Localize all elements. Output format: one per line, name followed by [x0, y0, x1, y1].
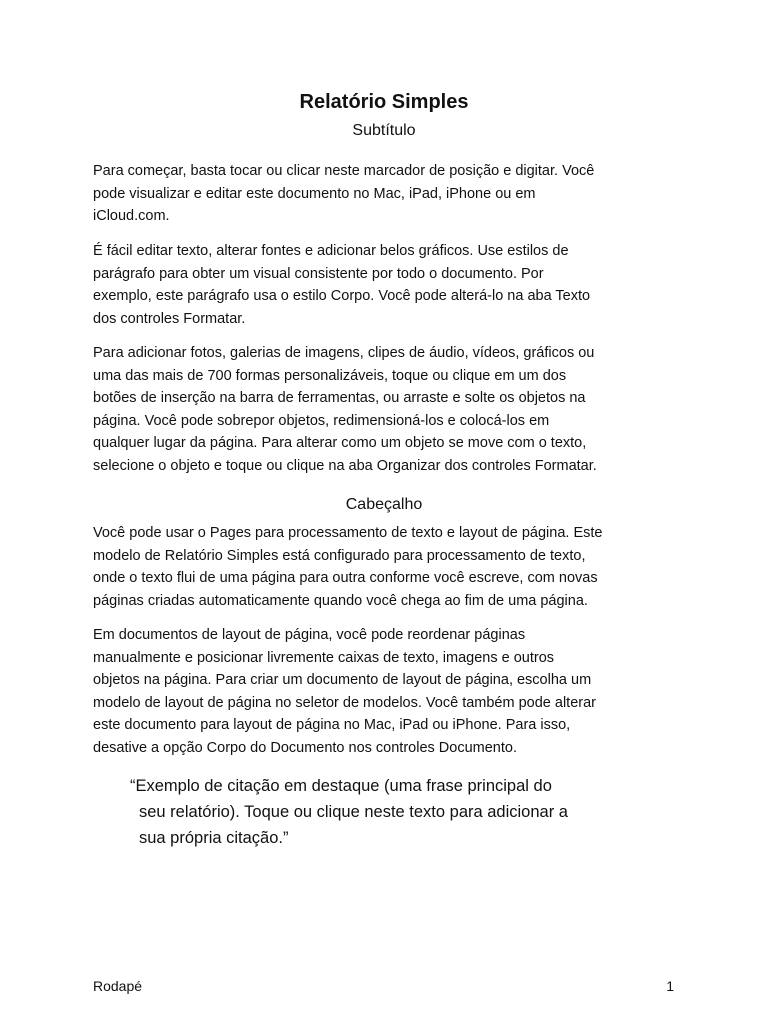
- paragraph-line: Em documentos de layout de página, você pode reordenar páginas: [93, 627, 526, 643]
- paragraph-line: Para começar, basta tocar ou clicar neste marcador de posição e digitar. Você: [93, 163, 595, 179]
- page-number: 1: [666, 978, 674, 994]
- paragraph-line: objetos na página. Para criar um documento de layout de página, escolha um: [93, 672, 592, 689]
- paragraph-line: exemplo, este parágrafo usa o estilo Corpo. Você pode alterá-lo na aba Texto: [93, 288, 591, 305]
- paragraph-line: Você pode usar o Pages para processamento de texto e layout de página. Este: [93, 525, 603, 541]
- pull-quote-line: “Exemplo de citação em destaque (uma frase principal do: [130, 777, 552, 795]
- section-heading[interactable]: Cabeçalho: [345, 496, 423, 513]
- pull-quote[interactable]: [130, 773, 568, 851]
- body-paragraph-2[interactable]: [93, 240, 683, 330]
- paragraph-line: pode visualizar e editar este documento no Mac, iPad, iPhone ou em: [93, 185, 536, 202]
- paragraph-line: manualmente e posicionar livremente caixas de texto, imagens e outros: [93, 649, 555, 666]
- footer-text[interactable]: Rodapé: [93, 978, 143, 994]
- body-paragraph-1[interactable]: [93, 160, 683, 228]
- document-subtitle[interactable]: Subtítulo: [352, 122, 416, 139]
- pull-quote-line: sua própria citação.”: [139, 829, 289, 847]
- paragraph-line: este documento para layout de página no Mac, iPad ou iPhone. Para isso,: [93, 717, 571, 734]
- paragraph-line: páginas criadas automaticamente quando você chega ao fim de uma página.: [93, 592, 588, 609]
- paragraph-line: onde o texto flui de uma página para outra conforme você escreve, com novas: [93, 570, 598, 587]
- body-paragraph-3[interactable]: [93, 342, 683, 478]
- paragraph-line: modelo de layout de página no seletor de modelos. Você também pode alterar: [93, 694, 596, 711]
- paragraph-line: parágrafo para obter um visual consistente por todo o documento. Por: [93, 265, 544, 282]
- paragraph-line: uma das mais de 700 formas personalizáveis, toque ou clique em um dos: [93, 367, 567, 384]
- body-paragraph-4[interactable]: [93, 522, 683, 612]
- paragraph-line: página. Você pode sobrepor objetos, redimensioná-los e colocá-los em: [93, 412, 550, 429]
- paragraph-line: botões de inserção na barra de ferramentas, ou arraste e solte os objetos na: [93, 390, 586, 407]
- pull-quote-line: seu relatório). Toque ou clique neste texto para adicionar a: [139, 803, 568, 821]
- body-paragraph-5[interactable]: [93, 624, 683, 760]
- paragraph-line: modelo de Relatório Simples está configurado para processamento de texto,: [93, 547, 586, 564]
- paragraph-line: Para adicionar fotos, galerias de imagens, clipes de áudio, vídeos, gráficos ou: [93, 345, 595, 361]
- paragraph-line: iCloud.com.: [93, 208, 170, 225]
- paragraph-line: qualquer lugar da página. Para alterar como um objeto se move com o texto,: [93, 435, 587, 452]
- paragraph-line: dos controles Formatar.: [93, 310, 246, 327]
- paragraph-line: É fácil editar texto, alterar fontes e adicionar belos gráficos. Use estilos de: [93, 243, 569, 259]
- paragraph-line: selecione o objeto e toque ou clique na aba Organizar dos controles Formatar.: [93, 457, 597, 474]
- document-title[interactable]: Relatório Simples: [299, 91, 469, 113]
- paragraph-line: desative a opção Corpo do Documento nos controles Documento.: [93, 739, 517, 756]
